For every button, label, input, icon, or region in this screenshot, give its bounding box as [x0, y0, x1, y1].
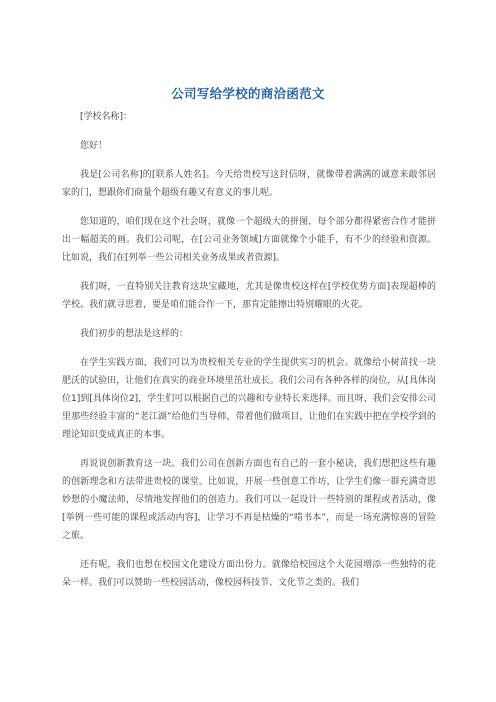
paragraph-practice: 在学生实践方面，我们可以为贵校相关专业的学生提供实习的机会。就像给小树苗找一块肥沃的试验田，让他们在真实的商业环境里茁壮成长。我们公司有各种各样的岗位，从[具体岗位1]到[具体岗位2]，学生们可以根据自己的兴趣和专业特长来选择。而且呀，我们会安排公司里那些经验丰富的“老江湖”给他们当导师，带着他们做项目，让他们在实践中把在学校学到的理论知识变成真正的本事。: [62, 358, 436, 440]
paragraph-intro: 我是[公司名称]的[联系人姓名]。今天给贵校写这封信呀，就像带着满满的诚意来敲邻居家的门，想跟你们商量个超级有趣又有意义的事儿呢。: [62, 170, 436, 198]
greeting: 您好！: [80, 141, 108, 151]
document-title: 公司写给学校的商洽函范文: [171, 86, 325, 101]
salutation: [学校名称]：: [80, 112, 133, 122]
paragraph-innovation: 再说说创新教育这一块。我们公司在创新方面也有自己的一套小秘诀，我们想把这些有趣的创新理念和方法带进贵校的课堂。比如说，开展一些创意工作坊，让学生们像一群充满奇思妙想的小魔法师，尽情地发挥他们的创造力。我们可以一起设计一些特别的课程或者活动，像[举例一些可能的课程或活动内容]，让学习不再是枯燥的“啃书本”，而是一场充满惊喜的冒险之旅。: [62, 459, 436, 541]
paragraph-interest: 我们呀，一直特别关注教育这块宝藏地，尤其是像贵校这样在[学校优势方面]表现超棒的学校。我们就寻思着，要是咱们能合作一下，那肯定能擦出特别耀眼的火花。: [62, 282, 436, 310]
paragraph-culture: 还有呢，我们也想在校园文化建设方面出份力。就像给校园这个大花园增添一些独特的花朵一样。我们可以赞助一些校园活动，像校园科技节、文化节之类的。我们: [62, 560, 436, 588]
paragraph-company: 您知道的，咱们现在这个社会呀，就像一个超级大的拼图，每个部分都得紧密合作才能拼出一幅超美的画。我们公司呢，在[公司业务领域]方面就像个小能手，有不少的经验和资源。比如说，我们在[列举一些公司相关业务成果或者资源]。: [62, 217, 436, 263]
document-body: [62, 108, 436, 603]
paragraph-idea-lead: 我们初步的想法是这样的：: [80, 329, 189, 339]
